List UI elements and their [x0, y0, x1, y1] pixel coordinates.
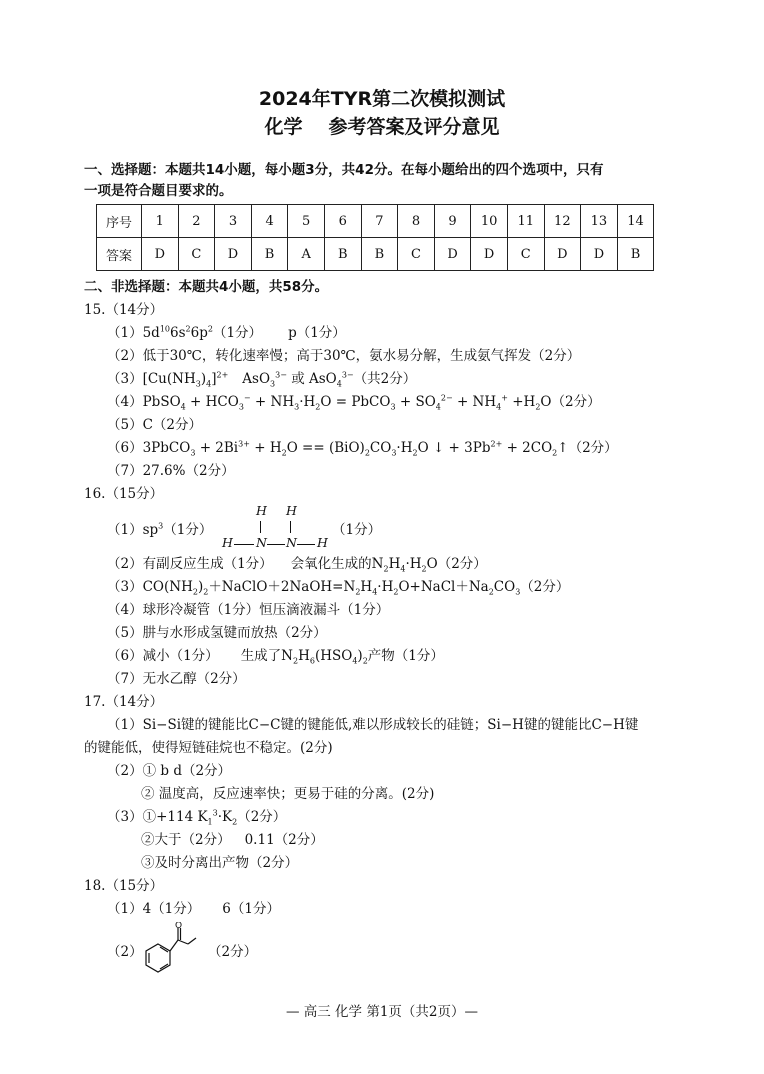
atom-h: H [317, 535, 328, 550]
q16-answer-7: （7）无水乙醇（2分） [107, 671, 246, 687]
table-cell: D [581, 238, 618, 271]
q18-answer-1: （1）4（1分） 6（1分） [107, 901, 280, 917]
table-cell: 11 [507, 205, 544, 238]
table-cell: D [142, 238, 179, 271]
atom-h: H [286, 503, 297, 518]
table-cell: D [215, 238, 252, 271]
q17-answer-1-line1: （1）Si−Si键的键能比C−C键的键能低,难以形成较长的硅链；Si−H键的键能比C−H键 [107, 717, 639, 733]
q16-structure-score: （1分） [332, 522, 382, 538]
table-cell: 1 [142, 205, 179, 238]
table-header-number: 序号 [97, 205, 142, 238]
table-cell: B [617, 238, 654, 271]
bond-line [234, 544, 254, 545]
page-title: 2024年TYR第二次模拟测试 [258, 88, 506, 110]
q15-answer-7: （7）27.6%（2分） [107, 463, 235, 479]
table-cell: 2 [178, 205, 215, 238]
q18-answer-2-label: （2） [107, 944, 143, 960]
q15-answer-4: （4）PbSO$_4$ + $HCO_3^- + NH_3\cdot H_2O$ = PbCO$_3$ + $SO_4^{2-} + NH_4^+ +H_2O(2$分） [107, 393, 601, 412]
q18-heading: 18.（15分） [84, 878, 164, 894]
q17-answer-1-line2: 的键能低，使得短链硅烷也不稳定。(2分) [84, 740, 333, 756]
atom-h: H [222, 535, 233, 550]
table-cell: B [251, 238, 288, 271]
q16-answer-3: $(3)CO(NH_2)_2+NaClO+2NaOH=N_2H_4\cdot H_2O+NaCl+Na_2CO_3(2$分） [107, 579, 570, 597]
q17-answer-3-line1: （3）①+114 $K_1^3\cdot K_2(2$分） [107, 808, 287, 827]
answer-table [96, 204, 654, 271]
section1-intro-line2: 一项是符合题目要求的。 [84, 183, 233, 199]
q16-heading: 16.（15分） [84, 486, 164, 502]
table-cell: 4 [251, 205, 288, 238]
table-cell: C [507, 238, 544, 271]
subject-label: 化学 [264, 116, 303, 138]
atom-n: N [286, 535, 297, 550]
page-subtitle [0, 112, 764, 139]
table-header-answer: 答案 [97, 238, 142, 271]
table-cell: D [434, 238, 471, 271]
table-cell: D [544, 238, 581, 271]
atom-n: N [256, 535, 267, 550]
table-cell: 8 [398, 205, 435, 238]
table-cell: 14 [617, 205, 654, 238]
q15-answer-3: $(3)[Cu(NH_3)_4]^{2+}$ AsO$_3^{3-}$ 或 AsO$_4^{3-}$（共2分） [107, 370, 417, 389]
q17-answer-3-line3: ③及时分离出产物（2分） [141, 855, 299, 871]
q16-answer-6: （6）减小（1分） 生成了$N_2H_6(HSO_4)_2$产物（1分） [107, 648, 444, 666]
table-row-answers [97, 238, 654, 271]
q17-heading: 17.（14分） [84, 694, 164, 710]
propiophenone-structure [140, 922, 202, 978]
q16-answer-1: $(1)sp^3(1$分） [107, 521, 213, 538]
table-cell: 3 [215, 205, 252, 238]
section2-heading: 二、非选择题：本题共4小题，共58分。 [84, 279, 329, 295]
q16-answer-2: （2）有副反应生成（1分） 会氧化生成的$N_2H_4\cdot H_2O(2$分） [107, 556, 487, 574]
section1-intro-line1: 一、选择题：本题共14小题，每小题3分，共42分。在每小题给出的四个选项中，只有 [84, 162, 604, 178]
q15-answer-5: （5）C（2分） [107, 417, 203, 433]
table-cell: 10 [471, 205, 508, 238]
table-cell: B [324, 238, 361, 271]
bond-line [267, 544, 285, 545]
q16-answer-5: （5）肼与水形成氢键而放热（2分） [107, 625, 327, 641]
q18-answer-2-score: （2分） [208, 944, 258, 960]
table-cell: 5 [288, 205, 325, 238]
bond-line [260, 521, 261, 533]
q15-answer-2: （2）低于30℃，转化速率慢；高于30℃，氨水易分解，生成氨气挥发（2分） [107, 348, 581, 364]
q17-answer-2-line1: （2）① b d（2分） [107, 763, 232, 779]
q17-answer-2-line2: ② 温度高，反应速率快；更易于硅的分离。(2分) [141, 786, 435, 802]
q15-heading: 15.（14分） [84, 302, 164, 318]
table-cell: 12 [544, 205, 581, 238]
page-footer: — 高三 化学 第1页（共2页）— [285, 1004, 479, 1020]
table-cell: 6 [324, 205, 361, 238]
bond-line [290, 521, 291, 533]
bond-line [297, 544, 315, 545]
table-cell: C [178, 238, 215, 271]
table-row-numbers [97, 205, 654, 238]
q16-answer-4: （4）球形冷凝管（1分）恒压滴液漏斗（1分） [107, 602, 390, 618]
table-cell: C [398, 238, 435, 271]
oxygen-label: O [175, 922, 183, 931]
subtitle-label: 参考答案及评分意见 [328, 116, 500, 138]
table-cell: 7 [361, 205, 398, 238]
table-cell: 9 [434, 205, 471, 238]
table-cell: A [288, 238, 325, 271]
q15-answer-1: $(1)5d^{10}6s^26p^2(1$分） p（1分） [107, 324, 346, 341]
table-cell: 13 [581, 205, 618, 238]
q15-answer-6: （6）3PbCO$_3$ + $2Bi^{3+} + H_2O == (BiO)_2CO_3\cdot H_2O$ ↓ + $3Pb^{2+}$ + $2CO_2↑(2$分） [107, 439, 618, 458]
table-cell: D [471, 238, 508, 271]
q17-answer-3-line2: ②大于（2分） 0.11（2分） [141, 832, 324, 848]
hydrazine-structure [222, 503, 332, 553]
atom-h: H [256, 503, 267, 518]
table-cell: B [361, 238, 398, 271]
